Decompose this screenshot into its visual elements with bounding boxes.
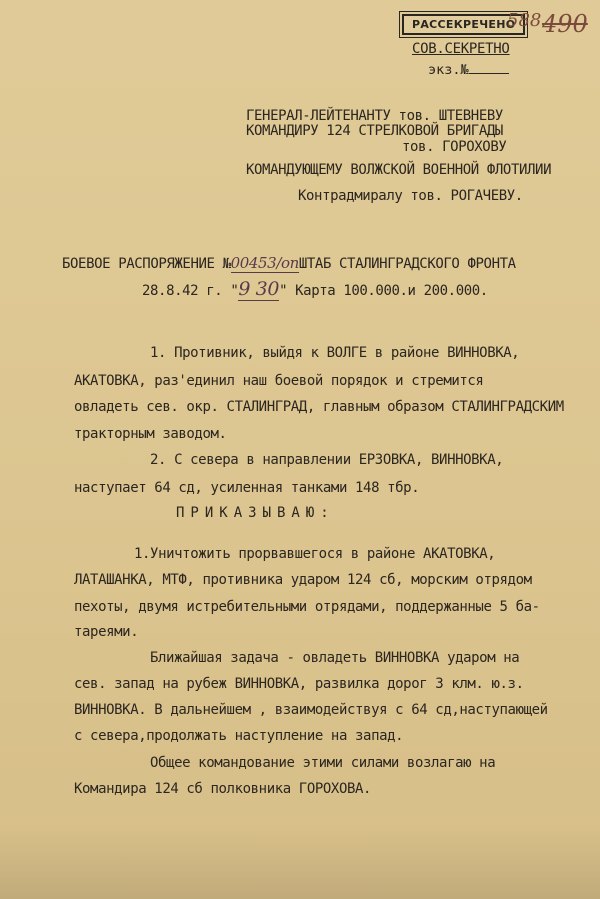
handwritten-number: 588 [507, 10, 542, 31]
body-line: Ближайшая задача - овладеть ВИННОВКА ударом на [150, 650, 520, 666]
body-line: ВИННОВКА. В дальнейшем , взаимодействуя с 64 сд,наступающей [74, 702, 548, 718]
body-line: сев. запад на рубеж ВИННОВКА, развилка дорог 3 клм. ю.з. [74, 676, 524, 692]
addressee-line: КОМАНДУЮЩЕМУ ВОЛЖСКОЙ ВОЕННОЙ ФЛОТИЛИИ [246, 162, 552, 178]
body-line: с севера,продолжать наступление на запад. [74, 728, 404, 744]
copy-number [428, 61, 509, 78]
body-line: 1.Уничтожить прорвавшегося в районе АКАТОВКА, [134, 546, 496, 562]
order-map: Карта 100.000.и 200.000. [295, 283, 488, 299]
order-command: ПРИКАЗЫВАЮ: [176, 505, 335, 521]
copy-label: экз.№ [428, 62, 469, 78]
body-line: 2. С севера в направлении ЕРЗОВКА, ВИННОВКА, [150, 452, 504, 468]
order-suffix: ШТАБ СТАЛИНГРАДСКОГО ФРОНТА [298, 256, 516, 272]
order-date: 28.8.42 г. [142, 283, 223, 299]
order-time-handwritten: 9 30 [238, 278, 280, 300]
addressee-line: КОМАНДИРУ 124 СТРЕЛКОВОЙ БРИГАДЫ [246, 123, 503, 139]
body-line: пехоты, двумя истребительными отрядами, поддержанные 5 ба- [74, 599, 540, 615]
body-line: Командира 124 сб полковника ГОРОХОВА. [74, 781, 372, 797]
order-number-handwritten: 00453/оп [230, 254, 299, 272]
declassified-stamp: РАССЕКРЕЧЕНО [402, 14, 525, 35]
handwritten-number-crossed: 490 [542, 10, 588, 38]
body-line: овладеть сев. окр. СТАЛИНГРАД, главным образом СТАЛИНГРАДСКИМ [74, 399, 564, 415]
copy-number-blank [469, 61, 509, 74]
body-line: ЛАТАШАНКА, МТФ, противника ударом 124 сб, морским отрядом [74, 572, 532, 588]
addressee-line: Контрадмиралу тов. РОГАЧЕВУ. [298, 188, 523, 204]
classification-mark: СОВ.СЕКРЕТНО [412, 41, 510, 57]
body-line: наступает 64 сд, усиленная танками 148 тбр. [74, 480, 420, 496]
body-line: тракторным заводом. [74, 426, 227, 442]
order-heading [62, 254, 516, 272]
addressee-line: ГЕНЕРАЛ-ЛЕЙТЕНАНТУ тов. ШТЕВНЕВУ [246, 108, 503, 124]
order-prefix: БОЕВОЕ РАСПОРЯЖЕНИЕ № [62, 256, 231, 272]
body-line: 1. Противник, выйдя к ВОЛГЕ в районе ВИННОВКА, [150, 345, 520, 361]
body-line: Общее командование этими силами возлагаю на [150, 755, 496, 771]
body-line: тареями. [74, 624, 139, 640]
addressee-line: тов. ГОРОХОВУ [402, 139, 507, 155]
body-line: АКАТОВКА, раз'единил наш боевой порядок и стремится [74, 373, 484, 389]
order-date-line: 28.8.42 г. "9 30" Карта 100.000.и 200.000. [142, 278, 488, 300]
